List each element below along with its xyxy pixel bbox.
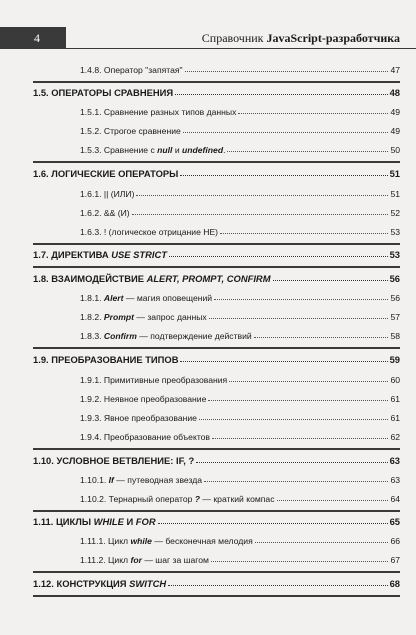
toc-entry-1-5-2[interactable]: 1.5.2. Строгое сравнение 49 bbox=[80, 126, 400, 136]
toc-entry-1-9-4[interactable]: 1.9.4. Преобразование объектов 62 bbox=[80, 432, 400, 442]
toc-section-1-8[interactable]: 1.8. ВЗАИМОДЕЙСТВИЕ ALERT, PROMPT, CONFIRM 56 bbox=[33, 273, 400, 284]
toc-section-1-6[interactable]: 1.6. ЛОГИЧЕСКИЕ ОПЕРАТОРЫ 51 bbox=[33, 168, 400, 179]
section-separator bbox=[33, 448, 400, 450]
section-separator bbox=[33, 161, 400, 163]
toc-entry-1-10-1[interactable]: 1.10.1. If — путеводная звезда 63 bbox=[80, 475, 400, 485]
running-head-prefix: Справочник bbox=[201, 31, 267, 45]
page-header bbox=[0, 27, 416, 49]
toc-section-1-12[interactable]: 1.12. КОНСТРУКЦИЯ SWITCH 68 bbox=[33, 578, 400, 589]
toc-section-1-5[interactable]: 1.5. ОПЕРАТОРЫ СРАВНЕНИЯ 48 bbox=[33, 87, 400, 98]
section-separator bbox=[33, 571, 400, 573]
toc-entry-1-9-1[interactable]: 1.9.1. Примитивные преобразования 60 bbox=[80, 375, 400, 385]
toc-section-1-9[interactable]: 1.9. ПРЕОБРАЗОВАНИЕ ТИПОВ 59 bbox=[33, 354, 400, 365]
section-separator bbox=[33, 510, 400, 512]
section-separator bbox=[33, 81, 400, 83]
toc-entry-1-9-3[interactable]: 1.9.3. Явное преобразование 61 bbox=[80, 413, 400, 423]
section-separator bbox=[33, 595, 400, 597]
page-number: 4 bbox=[0, 27, 66, 49]
section-separator bbox=[33, 243, 400, 245]
toc-entry-1-5-1[interactable]: 1.5.1. Сравнение разных типов данных 49 bbox=[80, 107, 400, 117]
header-rule bbox=[66, 48, 416, 50]
running-head bbox=[202, 31, 400, 46]
toc-entry-1-8-1[interactable]: 1.8.1. Alert — магия оповещений 56 bbox=[80, 293, 400, 303]
toc-entry-1-8-2[interactable]: 1.8.2. Prompt — запрос данных 57 bbox=[80, 312, 400, 322]
section-separator bbox=[33, 266, 400, 268]
toc-section-1-11[interactable]: 1.11. ЦИКЛЫ WHILE И FOR 65 bbox=[33, 516, 400, 527]
toc-entry-1-8-3[interactable]: 1.8.3. Confirm — подтверждение действий 58 bbox=[80, 331, 400, 341]
running-head-title: JavaScript-разработчика bbox=[266, 31, 400, 45]
toc-entry-1-6-3[interactable]: 1.6.3. ! (логическое отрицание НЕ) 53 bbox=[80, 227, 400, 237]
toc-entry-1-6-2[interactable]: 1.6.2. && (И) 52 bbox=[80, 208, 400, 218]
toc-entry-1-10-2[interactable]: 1.10.2. Тернарный оператор ? — краткий компас 64 bbox=[80, 494, 400, 504]
toc-entry-1-5-3[interactable]: 1.5.3. Сравнение с null и undefined. 50 bbox=[80, 145, 400, 155]
toc-entry-1-9-2[interactable]: 1.9.2. Неявное преобразование 61 bbox=[80, 394, 400, 404]
toc-entry-1-11-2[interactable]: 1.11.2. Цикл for — шаг за шагом 67 bbox=[80, 555, 400, 565]
toc-entry-1-6-1[interactable]: 1.6.1. || (ИЛИ) 51 bbox=[80, 189, 400, 199]
toc-entry-1-11-1[interactable]: 1.11.1. Цикл while — бесконечная мелодия 66 bbox=[80, 536, 400, 546]
toc-section-1-7[interactable]: 1.7. ДИРЕКТИВА USE STRICT 53 bbox=[33, 249, 400, 260]
toc-section-1-10[interactable]: 1.10. УСЛОВНОЕ ВЕТВЛЕНИЕ: IF, ? 63 bbox=[33, 455, 400, 466]
toc-entry-1-4-8[interactable]: 1.4.8. Оператор "запятая" 47 bbox=[80, 65, 400, 75]
section-separator bbox=[33, 347, 400, 349]
